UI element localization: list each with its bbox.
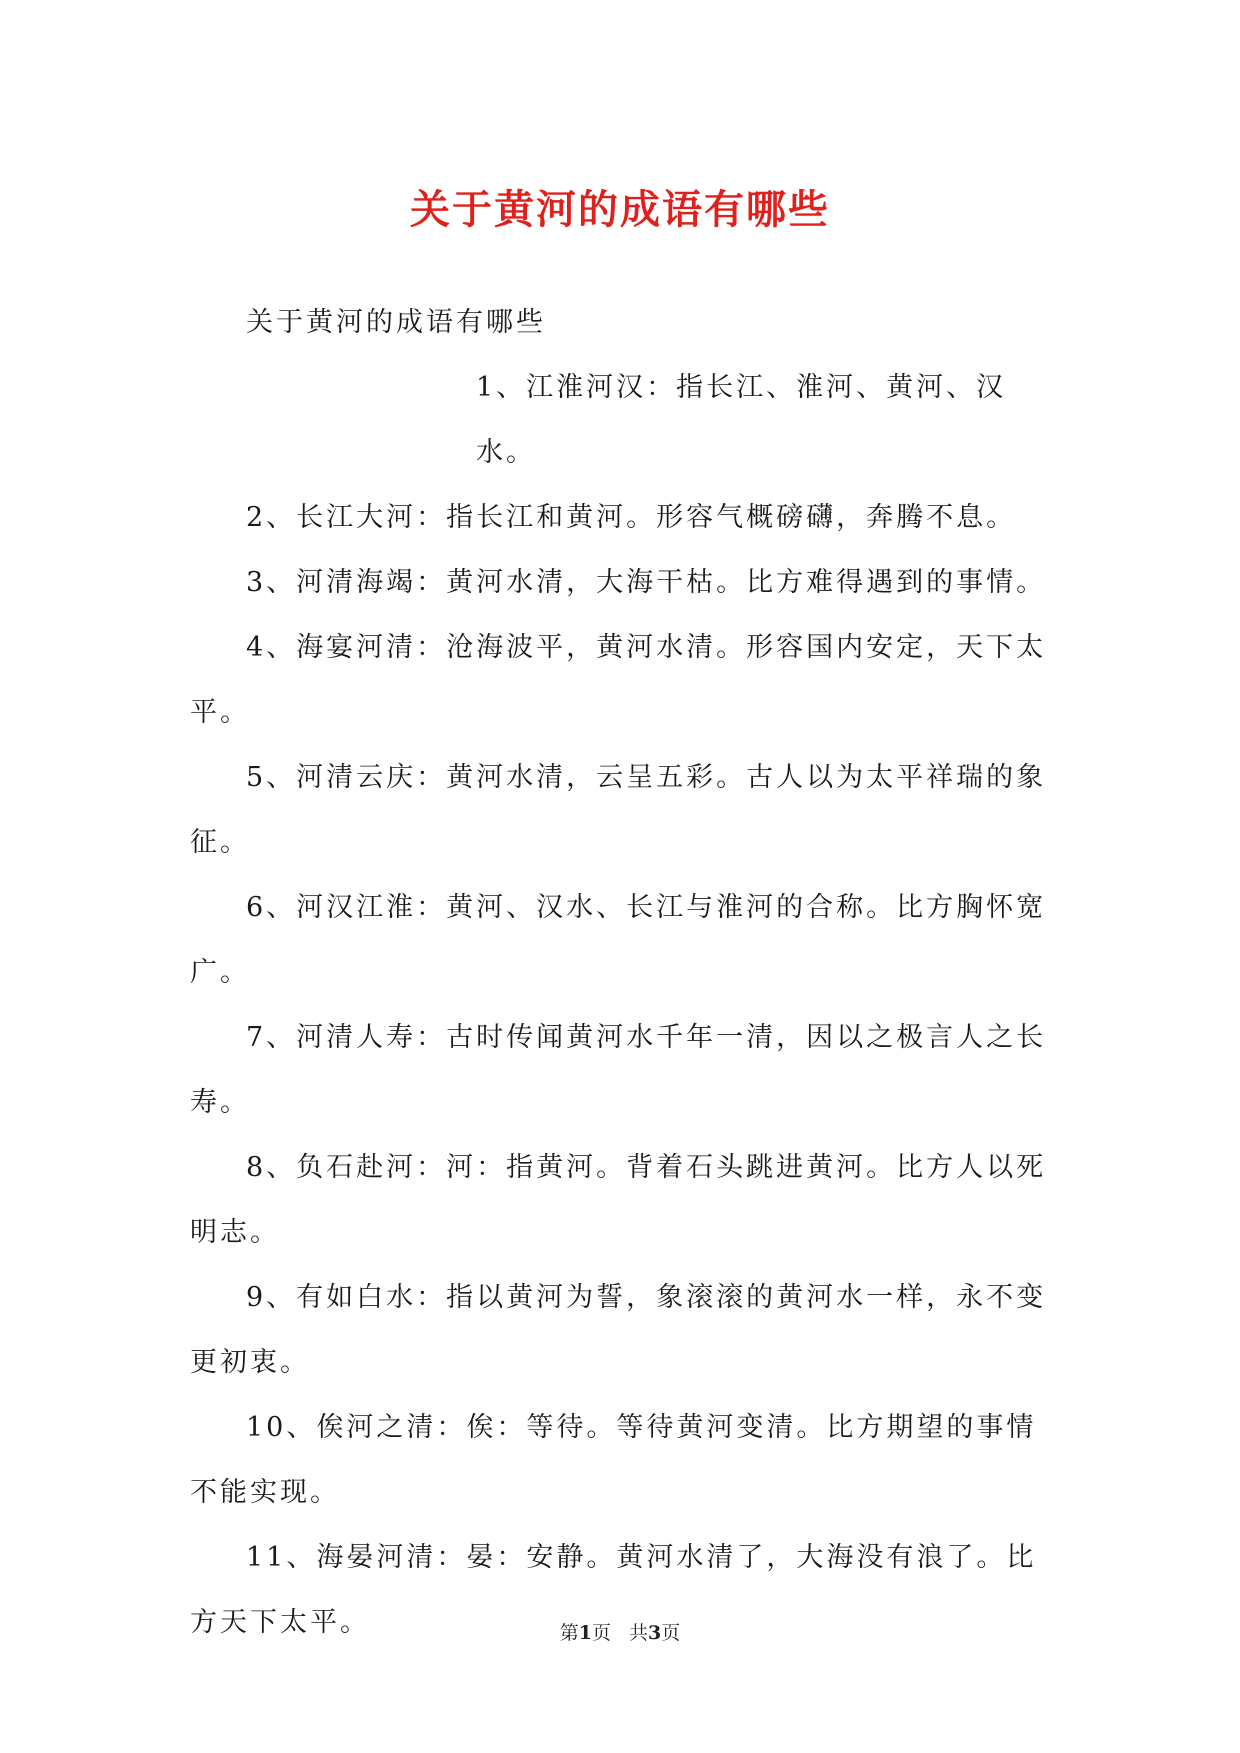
page-current-number: 1	[578, 1622, 592, 1644]
total-prefix: 共	[629, 1622, 649, 1644]
intro-paragraph: 关于黄河的成语有哪些	[246, 307, 546, 338]
entry-paragraph-1: 1、江淮河汉：指长江、淮河、黄河、汉水。	[476, 372, 1007, 468]
page-footer	[0, 1618, 1240, 1645]
entry-paragraph-4: 4、海宴河清：沧海波平，黄河水清。形容国内安定，天下太平。	[190, 632, 1047, 728]
entry-paragraph-10: 10、俟河之清：俟：等待。等待黄河变清。比方期望的事情不能实现。	[190, 1412, 1037, 1508]
total-suffix: 页	[661, 1622, 681, 1644]
page-suffix: 页	[591, 1622, 611, 1644]
page-total-number: 3	[648, 1622, 662, 1644]
entry-paragraph-7: 7、河清人寿：古时传闻黄河水千年一清，因以之极言人之长寿。	[190, 1022, 1047, 1118]
entry-paragraph-6: 6、河汉江淮：黄河、汉水、长江与淮河的合称。比方胸怀宽广。	[190, 892, 1047, 988]
entry-paragraph-11: 11、海晏河清：晏：安静。黄河水清了，大海没有浪了。比方天下太平。	[190, 1542, 1037, 1638]
entry-paragraph-3: 3、河清海竭：黄河水清，大海干枯。比方难得遇到的事情。	[246, 567, 1047, 598]
entry-paragraph-8: 8、负石赴河：河：指黄河。背着石头跳进黄河。比方人以死明志。	[190, 1152, 1047, 1248]
entry-paragraph-5: 5、河清云庆：黄河水清，云呈五彩。古人以为太平祥瑞的象征。	[190, 762, 1047, 858]
document-title: 关于黄河的成语有哪些	[410, 186, 830, 233]
entry-paragraph-2: 2、长江大河：指长江和黄河。形容气概磅礴，奔腾不息。	[246, 502, 1017, 533]
entry-paragraph-9: 9、有如白水：指以黄河为誓，象滚滚的黄河水一样，永不变更初衷。	[190, 1282, 1047, 1378]
document-body	[190, 290, 1050, 1655]
page-prefix: 第	[559, 1622, 579, 1644]
